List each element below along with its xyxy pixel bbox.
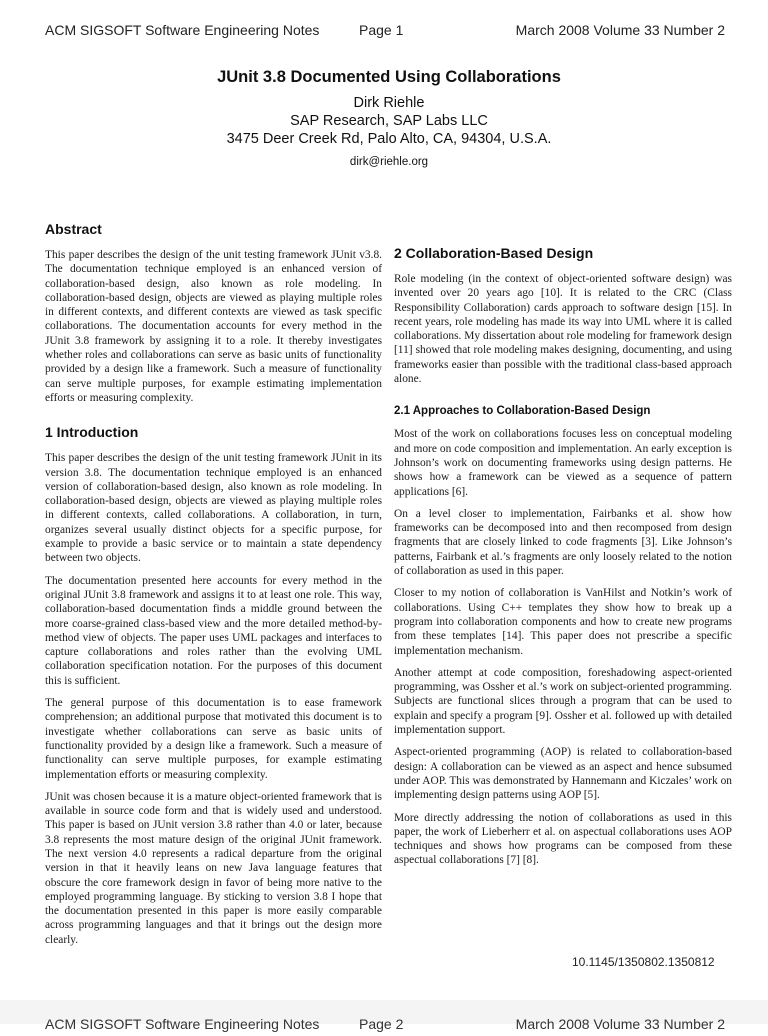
collaboration-design-heading: 2 Collaboration-Based Design <box>394 245 594 261</box>
doi-label: 10.1145/1350802.1350812 <box>572 955 715 969</box>
journal-name: ACM SIGSOFT Software Engineering Notes <box>45 1016 320 1032</box>
approaches-paragraph: Closer to my notion of collaboration is VanHilst and Notkin’s work of collaborations. Using C++ templates they show how to break up a program into collaboration components and how to create new programs from these templates [14]. This paper does not prescribe a specific implementation mechanism. <box>394 587 732 657</box>
issue-info: March 2008 Volume 33 Number 2 <box>515 1016 725 1032</box>
author-address: 3475 Deer Creek Rd, Palo Alto, CA, 94304, U.S.A. <box>226 131 552 147</box>
page-number: Page 2 <box>359 1016 404 1032</box>
intro-paragraph: The documentation presented here accounts for every method in the original JUnit 3.8 framework and assigns it to at least one role. This way, collaboration-based documentation finds a middle ground between the more coarse-grained class-based view and the more detailed method-by-method view of objects. The paper uses UML packages and interfaces to capture collaborations and roles rather than the evolving UML collaboration specification notation. For the purposes of this document this is sufficient. <box>45 574 382 687</box>
right-column <box>394 220 732 876</box>
abstract-text: This paper describes the design of the unit testing framework JUnit v3.8. The documentation technique employed is an enhanced version of collaboration-based design, also known as role modeling. In collaboration-based design, objects are viewed as playing multiple roles in different contexts, and different contexts are viewed as task specific collaborations. The documentation accounts for every method in the JUnit 3.8 framework by assigning it to a role. It thereby investigates whether roles and collaborations can serve as basic units of functionality provided by a design like a framework. Such a measure of functionality can serve multiple purposes, for example estimating implementation efforts or measuring complexity. <box>45 249 382 404</box>
next-page-header <box>45 1016 725 1036</box>
approaches-heading: 2.1 Approaches to Collaboration-Based Design <box>394 405 651 418</box>
title-block <box>0 66 768 170</box>
intro-paragraph: The general purpose of this documentation is to ease framework comprehension; an additional purpose that motivated this document is to investigate whether collaborations can serve as basic units of functionality provided by a design like a framework. Such a measure of functionality can serve multiple purposes, for example estimating implementation efforts or measuring complexity. <box>45 697 382 781</box>
left-column <box>45 220 382 947</box>
paper-title: JUnit 3.8 Documented Using Collaborations <box>217 68 561 86</box>
running-header <box>45 22 725 42</box>
journal-name: ACM SIGSOFT Software Engineering Notes <box>45 22 320 38</box>
approaches-paragraph: Most of the work on collaborations focuses less on conceptual modeling and more on code composition and implementation. An early exception is Johnson’s work on documenting frameworks using design patterns. He shows how a framework can be viewed as a sequence of pattern applications [6]. <box>394 428 732 498</box>
abstract-heading: Abstract <box>45 221 102 237</box>
author-name: Dirk Riehle <box>353 95 425 111</box>
author-affiliation: SAP Research, SAP Labs LLC <box>290 113 488 129</box>
page-number: Page 1 <box>359 22 404 38</box>
author-email: dirk@riehle.org <box>349 156 429 168</box>
approaches-paragraph: Aspect-oriented programming (AOP) is related to collaboration-based design: A collaboration can be viewed as an aspect and hence subsumed under AOP. This was demonstrated by Hannemann and Kiczales’ work on implementing design patterns using AOP [5]. <box>394 746 732 802</box>
collaboration-design-paragraph: Role modeling (in the context of object-oriented software design) was invented over 20 years ago [10]. It is related to the CRC (Class Responsibility Collaboration) cards approach to software design [15]. In recent years, role modeling has made its way into UML where it is called collaborations. My dissertation about role modeling for framework design [11] showed that role modeling makes designing, documenting, and using frameworks easier than possible with the traditional class-based approach alone. <box>394 273 732 386</box>
intro-paragraph: This paper describes the design of the unit testing framework JUnit in its version 3.8. The documentation technique employed is an enhanced version of collaboration-based design, also known as role modeling. In collaboration-based design, objects are viewed as playing multiple roles in different contexts, called collaborations. A collaboration, in turn, organizes several usually distinct objects for a specific purpose, for example to provide a basic service or to maintain a state dependency between two objects. <box>45 452 382 565</box>
approaches-paragraph: Another attempt at code composition, foreshadowing aspect-oriented programming, was Ossher et al.’s work on subject-oriented programming. Subjects are functional slices through a program that can be used to explain and specify a program [9]. Ossher et al. followed up with detailed implementation support. <box>394 666 732 737</box>
introduction-heading: 1 Introduction <box>45 424 139 441</box>
approaches-paragraph: More directly addressing the notion of collaborations as used in this paper, the work of Lieberherr et al. on aspectual collaborations uses AOP techniques and shows how programs can be composed from these aspectual collaborations [7] [8]. <box>394 811 732 867</box>
intro-paragraph: JUnit was chosen because it is a mature object-oriented framework that is available in source code form and that is widely used and understood. This paper is based on JUnit version 3.8 rather than 4.0 or later, because 3.8 represents the most mature design of the original JUnit framework. The next version 4.0 represents a radical departure from the original version in that it heavily leans on new Java language features that obscure the core framework design in favor of being more native to the employed programming language. By sticking to version 3.8 I hope that the documentation presented in this paper is more easily comparable across programming languages and that it brings out the design more clearly. <box>45 790 382 946</box>
issue-info: March 2008 Volume 33 Number 2 <box>515 22 725 38</box>
approaches-paragraph: On a level closer to implementation, Fairbanks et al. show how frameworks can be decomposed into and then recomposed from design fragments that are closely linked to code fragments [3]. Like Johnson’s patterns, Fairbank et al.’s fragments are only loosely related to the notion of collaboration as used in this paper. <box>394 507 732 578</box>
